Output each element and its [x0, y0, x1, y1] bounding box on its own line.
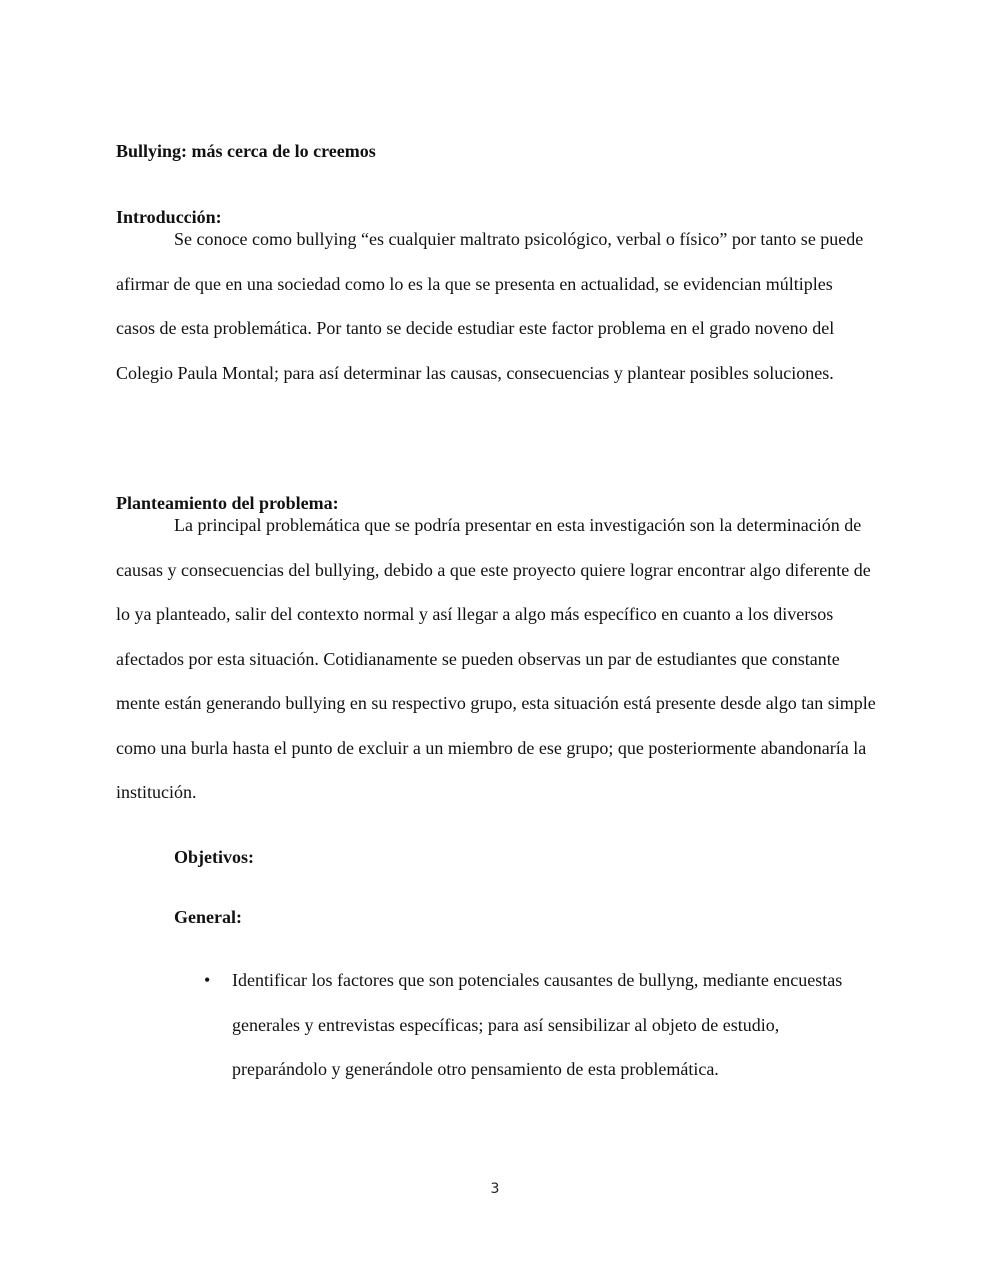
title-block — [116, 140, 876, 162]
problem-paragraph: La principal problemática que se podría presentar en esta investigación son la determinación de causas y consecuencias del bullying, debido a que este proyecto quiere lograr encontrar algo diferente de lo ya planteado, salir del contexto normal y así llegar a algo más específico en cuanto a los diversos afectados por esta situación. Cotidianamente se pueden observas un par de estudiantes que constante mente están generando bullying en su respectivo grupo, esta situación está presente desde algo tan simple como una burla hasta el punto de excluir a un miembro de ese grupo; que posteriormente abandonaría la institución. — [116, 515, 876, 802]
introduction-heading: Introducción: — [116, 207, 222, 227]
introduction-paragraph: Se conoce como bullying “es cualquier maltrato psicológico, verbal o físico” por tanto se puede afirmar de que en una sociedad como lo es la que se presenta en actualidad, se evidencian múltiples casos de esta problemática. Por tanto se decide estudiar este factor problema en el grado noveno del Colegio Paula Montal; para así determinar las causas, consecuencias y plantear posibles soluciones. — [116, 229, 864, 383]
objectives-heading: Objetivos: — [174, 847, 254, 867]
general-objective-heading: General: — [174, 907, 242, 927]
introduction-section — [116, 206, 876, 395]
general-objectives-list — [174, 958, 874, 1092]
bullet-icon: • — [204, 970, 211, 990]
problem-section — [116, 492, 876, 815]
problem-heading: Planteamiento del problema: — [116, 493, 339, 513]
document-title: Bullying: más cerca de lo creemos — [116, 141, 376, 161]
page-number: 3 — [490, 1181, 500, 1197]
objective-text: Identificar los factores que son potenciales causantes de bullyng, mediante encuestas generales y entrevistas específicas; para así sensibilizar al objeto de estudio, preparándolo y generándole otro pensamiento de esta problemática. — [232, 970, 843, 1079]
list-item — [174, 958, 874, 1092]
